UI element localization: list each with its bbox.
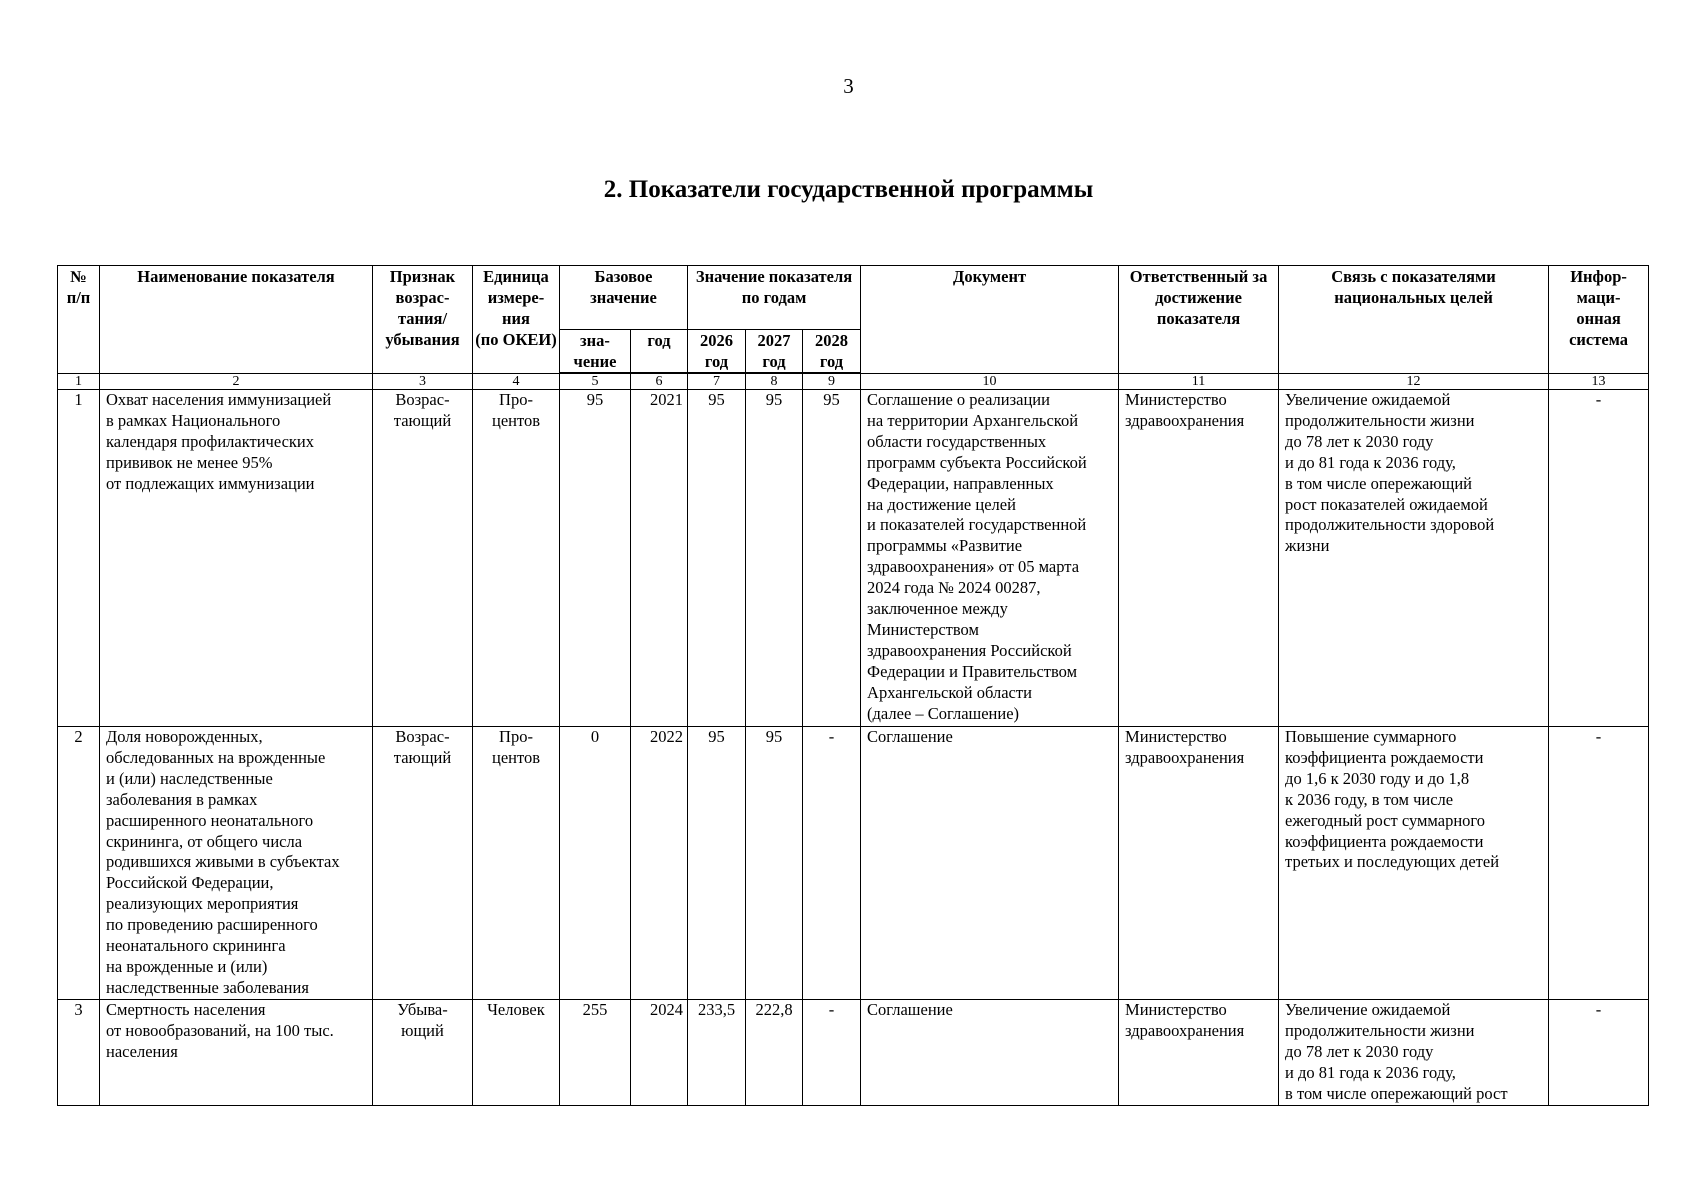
row-base-value: 95 [560,390,631,727]
row-unit: Человек [473,1000,560,1106]
row-responsible: Министерство здравоохранения [1119,390,1279,727]
header-responsible: Ответственный за достижение показателя [1119,266,1279,374]
column-number: 9 [803,373,861,390]
row-info: - [1549,390,1649,727]
column-number: 12 [1279,373,1549,390]
header-2027: 2027 год [746,330,803,374]
row-name: Охват населения иммунизацией в рамках Национального календаря профилактических прививок не менее 95% от подлежащих иммунизации [100,390,373,727]
row-num: 3 [58,1000,100,1106]
row-2026: 233,5 [688,1000,746,1106]
column-number: 4 [473,373,560,390]
header-sign: Признак возрас- тания/ убывания [373,266,473,374]
row-sign: Возрас- тающий [373,727,473,1000]
column-number: 6 [631,373,688,390]
column-number: 5 [560,373,631,390]
row-name: Доля новорожденных, обследованных на врожденные и (или) наследственные заболевания в рамках расширенного неонатального скрининга, от общего числа родившихся живыми в субъектах Российской Федерации, реализующих мероприятия по проведению расширенного неонатального скрининга на врожденные и (или) наследственные заболевания [100,727,373,1000]
row-2028: - [803,1000,861,1106]
header-info: Инфор- маци- онная система [1549,266,1649,374]
table-row [58,727,1649,1000]
row-num: 2 [58,727,100,1000]
table-row [58,1000,1649,1106]
header-2026: 2026 год [688,330,746,374]
row-responsible: Министерство здравоохранения [1119,1000,1279,1106]
row-link: Увеличение ожидаемой продолжительности жизни до 78 лет к 2030 году и до 81 года к 2036 году, в том числе опережающий рост показателей ожидаемой продолжительности здоровой жизни [1279,390,1549,727]
page-number: 3 [843,74,854,98]
column-number: 7 [688,373,746,390]
row-2027: 222,8 [746,1000,803,1106]
row-base-value: 255 [560,1000,631,1106]
column-number: 10 [861,373,1119,390]
header-unit: Единица измере- ния (по ОКЕИ) [473,266,560,374]
header-name: Наименование показателя [100,266,373,374]
row-base-year: 2022 [631,727,688,1000]
header-base-value: зна- чение [560,330,631,374]
column-numbers-row [58,373,1649,390]
row-base-year: 2021 [631,390,688,727]
column-number: 11 [1119,373,1279,390]
header-base: Базовое значение [560,266,688,330]
header-row-1 [58,266,1649,330]
row-responsible: Министерство здравоохранения [1119,727,1279,1000]
row-document: Соглашение [861,1000,1119,1106]
table-row [58,390,1649,727]
column-number: 8 [746,373,803,390]
header-link: Связь с показателями национальных целей [1279,266,1549,374]
row-2028: 95 [803,390,861,727]
header-base-year: год [631,330,688,374]
row-info: - [1549,727,1649,1000]
row-2027: 95 [746,390,803,727]
row-sign: Возрас- тающий [373,390,473,727]
header-2028: 2028 год [803,330,861,374]
column-number: 3 [373,373,473,390]
row-info: - [1549,1000,1649,1106]
row-base-value: 0 [560,727,631,1000]
column-number: 1 [58,373,100,390]
row-unit: Про- центов [473,390,560,727]
row-2028: - [803,727,861,1000]
header-num: № п/п [58,266,100,374]
indicators-table [57,265,1649,1106]
row-name: Смертность населения от новообразований, на 100 тыс. населения [100,1000,373,1106]
row-link: Увеличение ожидаемой продолжительности жизни до 78 лет к 2030 году и до 81 года к 2036 году, в том числе опережающий рост [1279,1000,1549,1106]
row-document: Соглашение о реализации на территории Архангельской области государственных программ субъекта Российской Федерации, направленных на достижение целей и показателей государственной программы «Развитие здравоохранения» от 05 марта 2024 года № 2024 00287, заключенное между Министерством здравоохранения Российской Федерации и Правительством Архангельской области (далее – Соглашение) [861,390,1119,727]
row-num: 1 [58,390,100,727]
column-number: 13 [1549,373,1649,390]
row-base-year: 2024 [631,1000,688,1106]
column-number: 2 [100,373,373,390]
row-sign: Убыва- ющий [373,1000,473,1106]
row-2026: 95 [688,390,746,727]
row-unit: Про- центов [473,727,560,1000]
header-document: Документ [861,266,1119,374]
row-link: Повышение суммарного коэффициента рождаемости до 1,6 к 2030 году и до 1,8 к 2036 году, в том числе ежегодный рост суммарного коэффициента рождаемости третьих и последующих детей [1279,727,1549,1000]
page-title: 2. Показатели государственной программы [603,176,1094,203]
header-years: Значение показателя по годам [688,266,861,330]
row-2026: 95 [688,727,746,1000]
row-document: Соглашение [861,727,1119,1000]
row-2027: 95 [746,727,803,1000]
